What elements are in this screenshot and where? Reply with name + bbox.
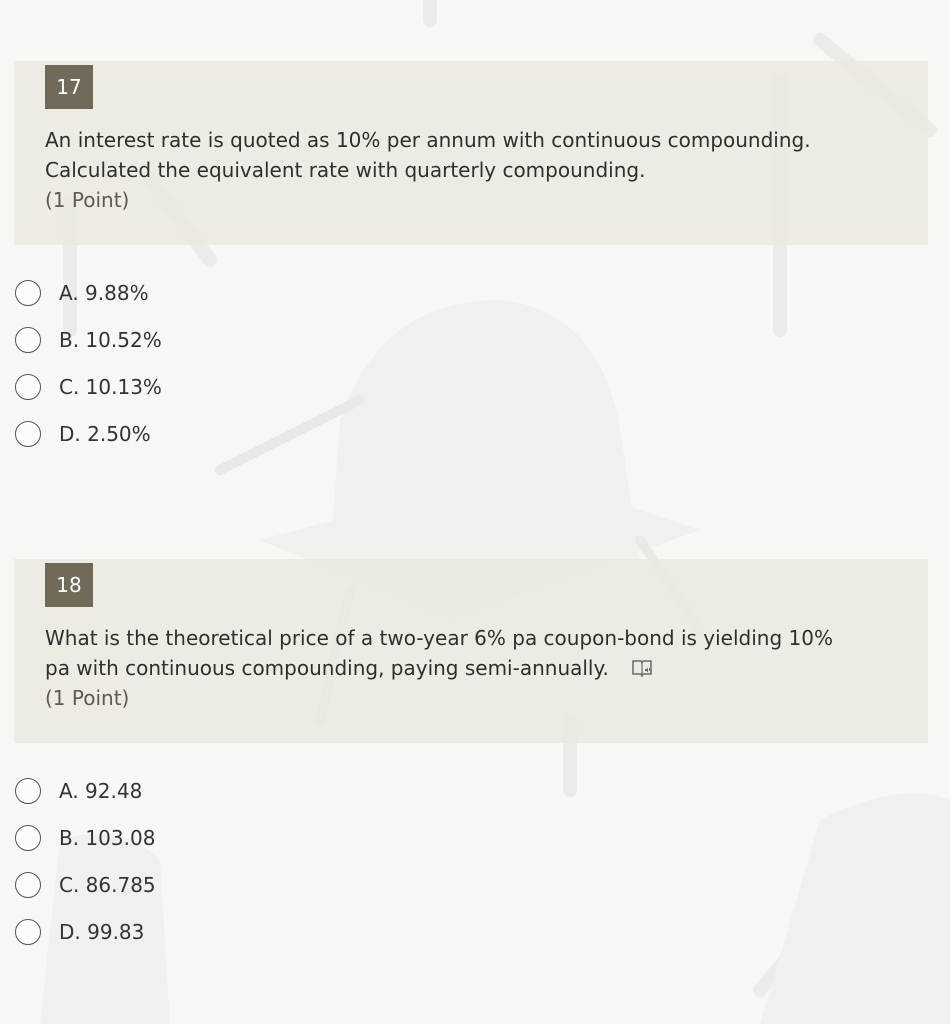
question-panel: [14, 61, 928, 245]
option-label: B. 10.52%: [59, 327, 162, 352]
option-d[interactable]: [14, 410, 928, 457]
option-c[interactable]: [14, 363, 928, 410]
radio-button[interactable]: [15, 327, 41, 353]
question-text-line: Calculated the equivalent rate with quarterly compounding.: [45, 158, 646, 182]
question-text: [45, 623, 895, 683]
option-c[interactable]: [14, 861, 928, 908]
question-number-badge: 18: [45, 563, 93, 607]
question-text-line: An interest rate is quoted as 10% per annum with continuous compounding.: [45, 128, 811, 152]
radio-button[interactable]: [15, 872, 41, 898]
option-label: C. 86.785: [59, 872, 156, 897]
option-label: A. 92.48: [59, 778, 143, 803]
question-text-line: pa with continuous compounding, paying semi-annually.: [45, 656, 609, 680]
question-18: [14, 559, 928, 955]
option-a[interactable]: [14, 767, 928, 814]
immersive-reader-icon[interactable]: [631, 657, 653, 679]
option-label: A. 9.88%: [59, 280, 149, 305]
option-d[interactable]: [14, 908, 928, 955]
radio-button[interactable]: [15, 421, 41, 447]
question-points: (1 Point): [45, 188, 130, 212]
radio-button[interactable]: [15, 919, 41, 945]
option-b[interactable]: [14, 814, 928, 861]
option-label: C. 10.13%: [59, 374, 162, 399]
option-label: D. 99.83: [59, 919, 145, 944]
option-a[interactable]: [14, 269, 928, 316]
radio-button[interactable]: [15, 280, 41, 306]
question-text: [45, 125, 895, 185]
question-panel: [14, 559, 928, 743]
question-17: [14, 61, 928, 457]
question-points: (1 Point): [45, 686, 130, 710]
question-number-badge: 17: [45, 65, 93, 109]
answer-options: [14, 767, 928, 955]
answer-options: [14, 269, 928, 457]
option-label: B. 103.08: [59, 825, 156, 850]
option-b[interactable]: [14, 316, 928, 363]
radio-button[interactable]: [15, 778, 41, 804]
radio-button[interactable]: [15, 825, 41, 851]
question-text-line: What is the theoretical price of a two-year 6% pa coupon-bond is yielding 10%: [45, 626, 833, 650]
option-label: D. 2.50%: [59, 421, 151, 446]
radio-button[interactable]: [15, 374, 41, 400]
